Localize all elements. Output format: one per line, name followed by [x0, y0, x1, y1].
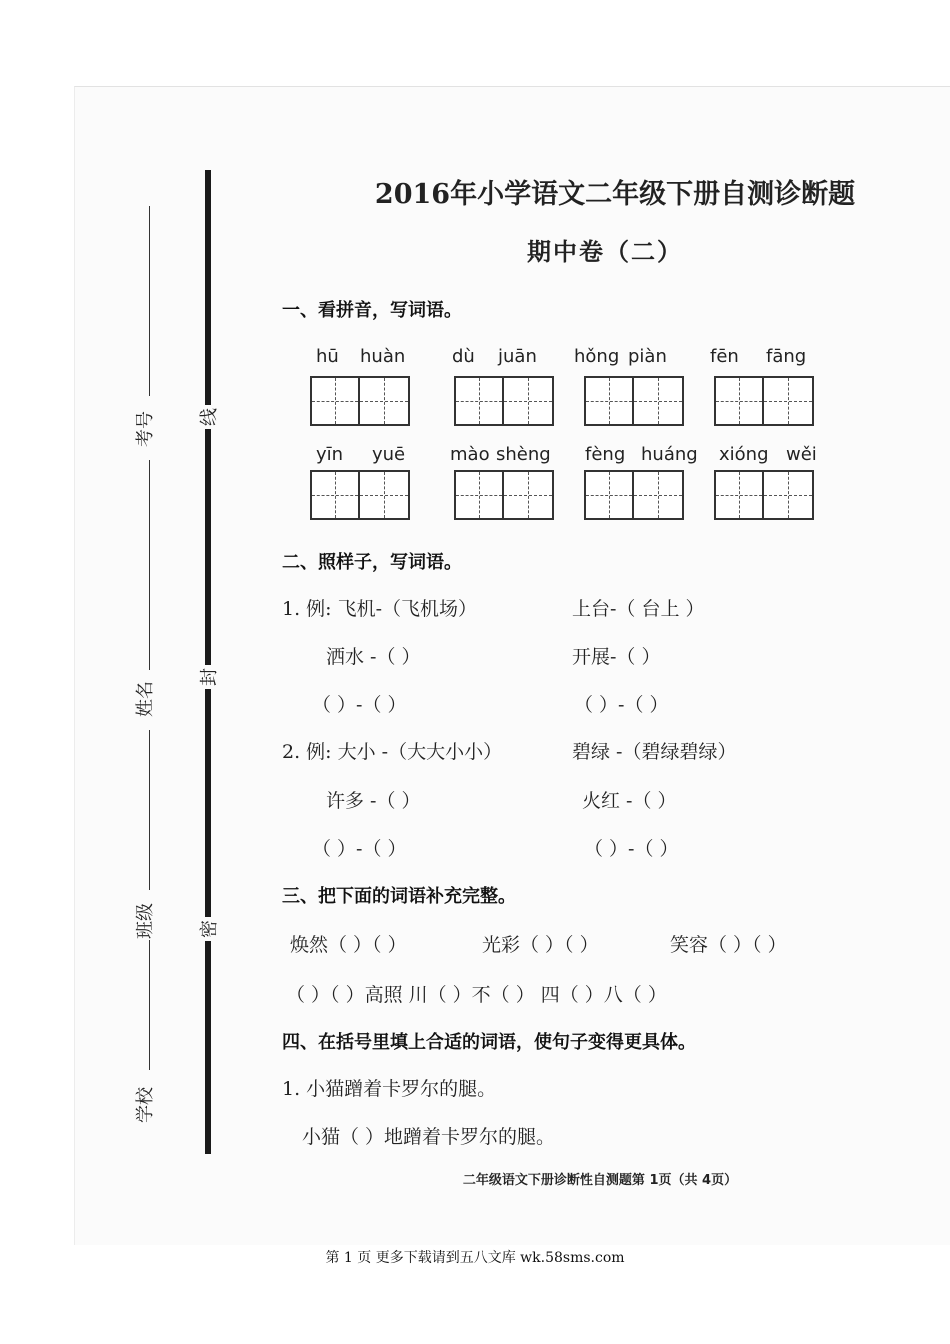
writing-grid-8[interactable]: [714, 470, 814, 520]
section-1-title: 一、看拼音，写词语。: [282, 300, 462, 321]
s3-row-1c[interactable]: 笑容（ ）（ ）: [670, 934, 787, 956]
s2-line-6a[interactable]: （ ）-（ ）: [312, 838, 407, 860]
section-3-title: 三、把下面的词语补充完整。: [282, 886, 516, 907]
pinyin-8b: wěi: [786, 444, 817, 465]
pinyin-3a: hǒng: [574, 346, 620, 367]
writing-grid-4[interactable]: [714, 376, 814, 426]
pinyin-4a: fēn: [710, 346, 739, 367]
section-2-title: 二、照样子，写词语。: [282, 552, 462, 573]
pinyin-5a: yīn: [316, 444, 344, 465]
pinyin-5b: yuē: [372, 444, 406, 465]
seal-seal-label: 封: [191, 665, 225, 689]
pinyin-2b: juān: [498, 346, 537, 367]
s2-line-3a[interactable]: （ ）-（ ）: [312, 694, 407, 716]
s2-line-4b: 碧绿 -（碧绿碧绿）: [572, 741, 737, 763]
pinyin-6b: shèng: [496, 444, 551, 465]
pinyin-4b: fāng: [766, 346, 807, 367]
page-info-footer: 二年级语文下册诊断性自测题第 1页（共 4页）: [462, 1173, 738, 1188]
writing-grid-7[interactable]: [584, 470, 684, 520]
school-label: 学校: [135, 1087, 156, 1123]
name-label: 姓名: [135, 681, 156, 717]
pinyin-8a: xióng: [719, 444, 769, 465]
download-footer: 第 1 页 更多下载请到五八文库 wk.58sms.com: [325, 1250, 625, 1266]
pinyin-1a: hū: [316, 346, 339, 367]
exam-no-label: 考号: [135, 411, 156, 447]
s3-row-2[interactable]: （ ）（ ）高照 川（ ）不（ ） 四（ ）八（ ）: [286, 984, 667, 1006]
s2-line-5b[interactable]: 火红 -（ ）: [582, 790, 677, 812]
s2-line-1a: 1. 例: 飞机-（飞机场）: [282, 598, 478, 620]
writing-grid-6[interactable]: [454, 470, 554, 520]
writing-grid-5[interactable]: [310, 470, 410, 520]
seal-line-label: 线: [191, 405, 225, 429]
page-subtitle: 期中卷（二）: [527, 237, 683, 266]
s3-row-1a[interactable]: 焕然（ ）（ ）: [290, 934, 407, 956]
s3-row-1b[interactable]: 光彩（ ）（ ）: [482, 934, 599, 956]
writing-grid-3[interactable]: [584, 376, 684, 426]
binding-line: [205, 170, 211, 1154]
s2-line-3b[interactable]: （ ）-（ ）: [574, 694, 669, 716]
s2-line-5a[interactable]: 许多 -（ ）: [326, 790, 421, 812]
school-underline: [149, 940, 150, 1070]
pinyin-1b: huàn: [360, 346, 406, 367]
s2-line-1b: 上台-（ 台上 ）: [572, 598, 705, 620]
page-title: 2016年小学语文二年级下册自测诊断题: [374, 179, 856, 210]
s4-answer-1[interactable]: 小猫（ ）地蹭着卡罗尔的腿。: [302, 1126, 556, 1148]
class-label: 班级: [135, 903, 156, 939]
seal-secret-label: 密: [191, 917, 225, 941]
writing-grid-1[interactable]: [310, 376, 410, 426]
writing-grid-2[interactable]: [454, 376, 554, 426]
s4-question-1: 1. 小猫蹭着卡罗尔的腿。: [282, 1078, 497, 1100]
pinyin-7b: huáng: [641, 444, 698, 465]
pinyin-2a: dù: [452, 346, 475, 367]
s2-line-2a[interactable]: 洒水 -（ ）: [326, 646, 421, 668]
pinyin-3b: piàn: [628, 346, 667, 367]
class-underline: [149, 730, 150, 890]
section-4-title: 四、在括号里填上合适的词语，使句子变得更具体。: [282, 1032, 696, 1053]
s2-line-2b[interactable]: 开展-（ ）: [572, 646, 661, 668]
s2-line-4a: 2. 例: 大小 -（大大小小）: [282, 741, 503, 763]
name-underline: [149, 460, 150, 670]
pinyin-7a: fèng: [585, 444, 626, 465]
pinyin-6a: mào: [450, 444, 490, 465]
s2-line-6b[interactable]: （ ）-（ ）: [584, 838, 679, 860]
